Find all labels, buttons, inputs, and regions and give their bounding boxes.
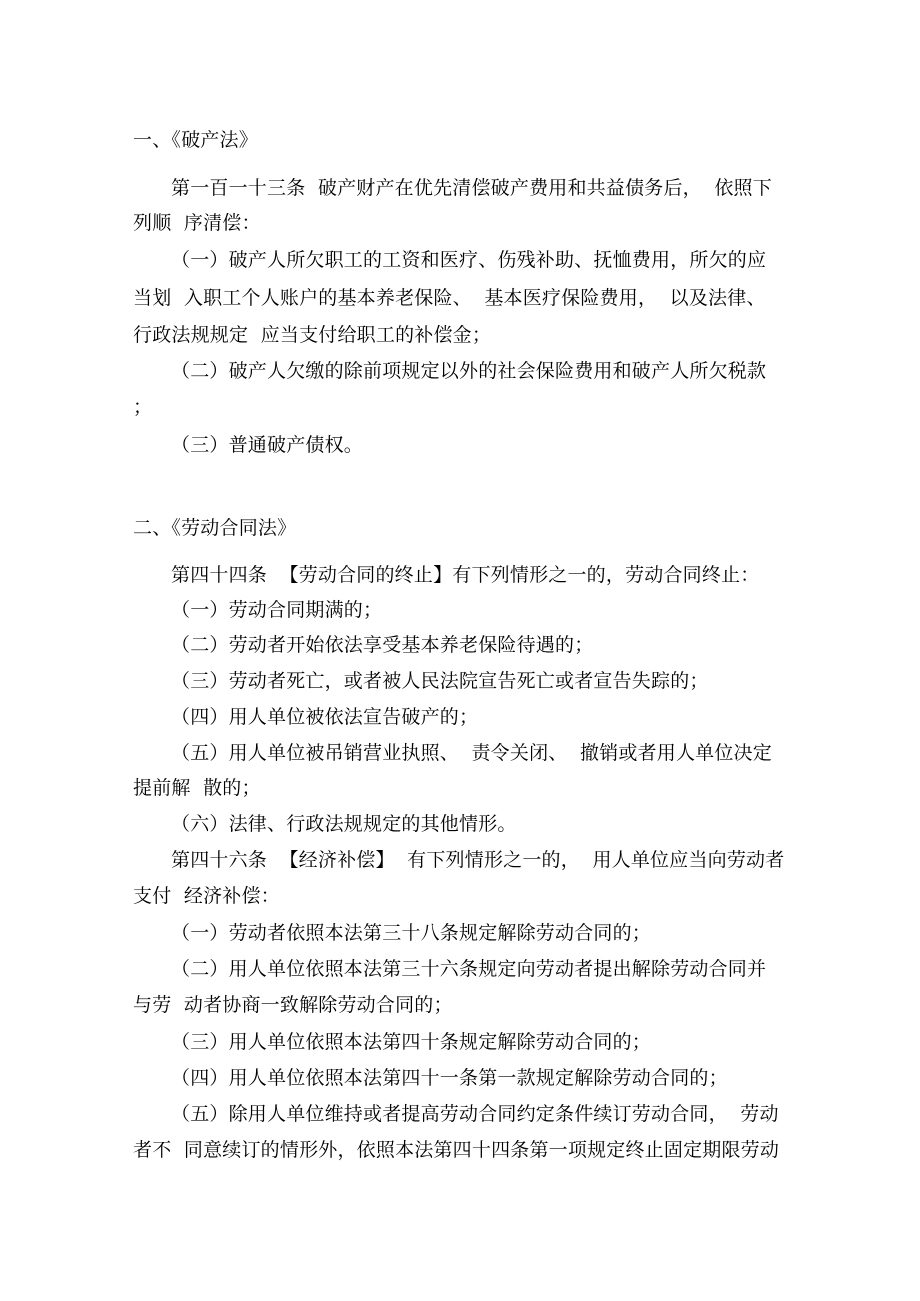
article-113-item-1-line-2: 当划 入职工个人账户的基本养老保险、 基本医疗保险费用， 以及法律、 [133, 287, 766, 309]
article-113-item-3: （三）普通破产债权。 [171, 434, 364, 456]
article-46-item-2-line-1: （二）用人单位依照本法第三十六条规定向劳动者提出解除劳动合同并 [171, 958, 767, 980]
article-113-item-2-line-1: （二）破产人欠缴的除前项规定以外的社会保险费用和破产人所欠税款 [171, 360, 767, 382]
article-113-item-1-line-1: （一）破产人所欠职工的工资和医疗、伤残补助、抚恤费用，所欠的应 [171, 249, 767, 271]
article-46-item-3: （三）用人单位依照本法第四十条规定解除劳动合同的； [171, 1031, 652, 1053]
article-113-line-1: 第一百一十三条 破产财产在优先清偿破产费用和共益债务后， 依照下 [171, 177, 772, 199]
article-44-item-5-line-1: （五）用人单位被吊销营业执照、 责令关闭、 撤销或者用人单位决定 [171, 742, 772, 764]
article-46-item-1: （一）劳动者依照本法第三十八条规定解除劳动合同的； [171, 922, 652, 944]
section-heading-bankruptcy-law: 一、《破产法》 [133, 129, 258, 151]
article-113-item-1-line-3: 行政法规规定 应当支付给职工的补偿金； [133, 324, 492, 346]
section-heading-labor-contract-law: 二、《劳动合同法》 [133, 517, 297, 539]
article-44-item-3: （三）劳动者死亡，或者被人民法院宣告死亡或者宣告失踪的； [171, 670, 709, 692]
article-46-heading-line-1: 第四十六条 【经济补偿】 有下列情形之一的， 用人单位应当向劳动者 [171, 849, 785, 871]
article-46-item-5-line-2: 者不 同意续订的情形外，依照本法第四十四条第一项规定终止固定期限劳动 [133, 1139, 780, 1161]
article-46-heading-line-2: 支付 经济补偿： [133, 885, 280, 907]
article-44-item-5-line-2: 提前解 散的； [133, 777, 261, 799]
article-46-item-5-line-1: （五）除用人单位维持或者提高劳动合同约定条件续订劳动合同， 劳动 [171, 1103, 779, 1125]
article-44-item-2: （二）劳动者开始依法享受基本养老保险待遇的； [171, 634, 594, 656]
article-44-item-1: （一）劳动合同期满的； [171, 599, 383, 621]
article-46-item-4: （四）用人单位依照本法第四十一条第一款规定解除劳动合同的； [171, 1067, 728, 1089]
article-113-item-2-line-2: ； [133, 396, 153, 418]
article-44-heading: 第四十四条 【劳动合同的终止】有下列情形之一的，劳动合同终止： [171, 564, 760, 586]
article-44-item-6: （六）法律、行政法规规定的其他情形。 [171, 813, 517, 835]
article-44-item-4: （四）用人单位被依法宣告破产的； [171, 706, 479, 728]
article-113-line-2: 列顺 序清偿： [133, 212, 261, 234]
article-46-item-2-line-2: 与劳 动者协商一致解除劳动合同的； [133, 994, 453, 1016]
